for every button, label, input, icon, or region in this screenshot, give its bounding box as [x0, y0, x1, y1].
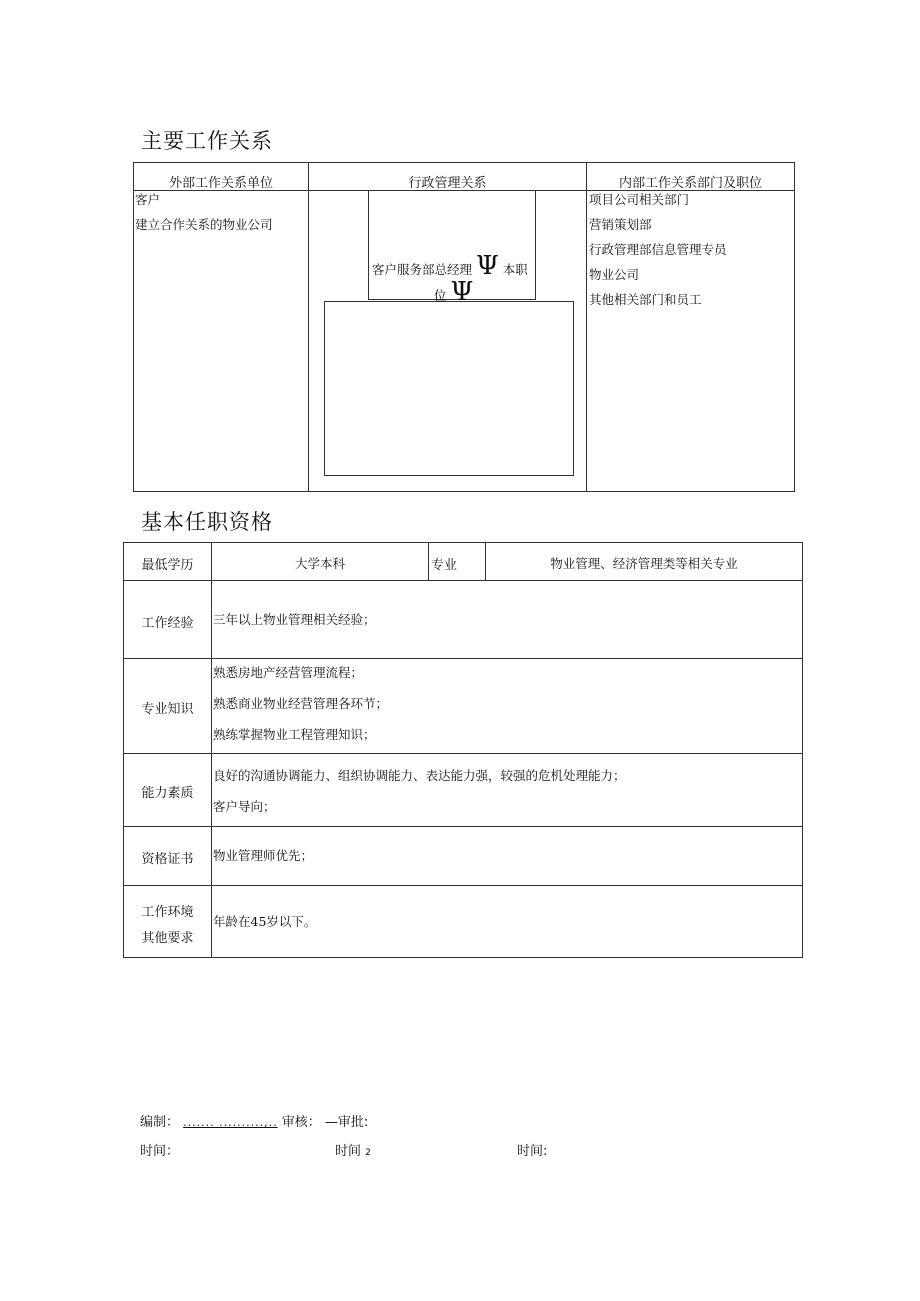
list-item: 项目公司相关部门 — [589, 192, 690, 207]
education-value: 大学本科 — [294, 556, 345, 571]
header-internal: 内部工作关系部门及职位 — [618, 176, 762, 191]
list-item: 行政管理部信息管理专员 — [589, 242, 727, 257]
list-item: 建立合作关系的物业公司 — [135, 217, 273, 232]
major-label: 专业 — [431, 558, 458, 573]
qualifications-title: 基本任职资格 — [141, 510, 273, 534]
education-label: 最低学历 — [141, 558, 194, 573]
other-list — [213, 909, 316, 934]
list-item: 熟悉商业物业经营管理各环节； — [213, 696, 389, 711]
list-item: 客户 — [135, 192, 161, 207]
list-item: 熟悉房地产经营管理流程； — [213, 665, 364, 680]
list-item: 年龄在45岁以下。 — [213, 914, 317, 929]
ability-list — [213, 760, 626, 822]
list-item: 熟练掌握物业工程管理知识； — [213, 727, 376, 742]
time-label-3: 时间: — [517, 1144, 548, 1159]
list-item: 物业公司 — [589, 267, 640, 282]
internal-list — [589, 187, 727, 312]
signature-line — [140, 1111, 368, 1130]
knowledge-label: 专业知识 — [141, 702, 194, 717]
review-label: 审核： — [281, 1115, 321, 1130]
list-item: 客户导向； — [213, 799, 276, 814]
time-label-2: 时间 — [335, 1144, 362, 1159]
external-list — [135, 187, 273, 237]
superior-label: 客户服务部总经理 — [372, 262, 473, 277]
knowledge-list — [213, 657, 388, 750]
other-label-line1: 工作环境 — [141, 905, 194, 920]
list-item: 其他相关部门和员工 — [589, 292, 702, 307]
certificate-label: 资格证书 — [141, 852, 194, 867]
major-value: 物业管理、经济管理类等相关专业 — [550, 556, 738, 571]
other-label — [124, 900, 211, 952]
self-position-box — [324, 301, 574, 476]
experience-list — [213, 607, 376, 632]
approve-label: —审批: — [324, 1115, 369, 1130]
time-suffix-2: 2 — [365, 1148, 371, 1158]
header-admin: 行政管理关系 — [408, 176, 487, 191]
list-item: 三年以上物业管理相关经验； — [213, 612, 376, 627]
ability-label: 能力素质 — [141, 786, 194, 801]
superior-position — [372, 253, 528, 279]
time-label-1: 时间： — [140, 1144, 180, 1159]
certificate-list — [213, 843, 313, 868]
compile-label: 编制： — [140, 1115, 180, 1130]
self-position-part2: 位 — [434, 288, 447, 303]
connector-symbol: Ψ — [476, 251, 499, 281]
experience-label: 工作经验 — [141, 616, 194, 631]
connector-symbol: Ψ — [450, 277, 474, 307]
header-external: 外部工作关系单位 — [168, 176, 273, 191]
other-label-line2: 其他要求 — [141, 931, 194, 946]
list-item: 良好的沟通协调能力、组织协调能力、表达能力强，较强的危机处理能力； — [213, 768, 626, 783]
self-position-part1: 本职 — [502, 262, 528, 277]
time-label-2-group — [335, 1140, 371, 1159]
list-item: 营销策划部 — [589, 217, 652, 232]
list-item: 物业管理师优先； — [213, 848, 314, 863]
relations-title: 主要工作关系 — [141, 129, 273, 153]
compile-blank: ....... ..........,.. — [183, 1116, 278, 1129]
